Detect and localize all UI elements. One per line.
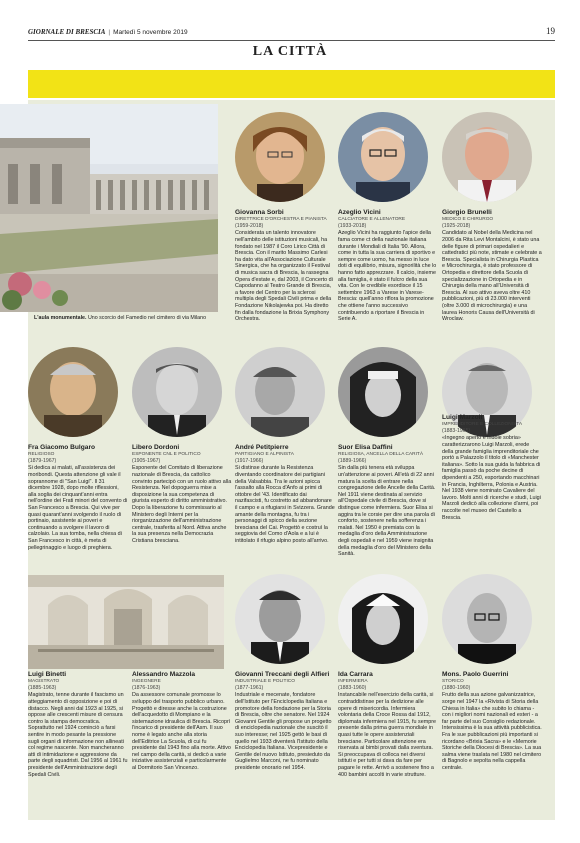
- entry-giacomo-bulgaro: [28, 444, 128, 551]
- entry-role: DIRETTRICE D'ORCHESTRA E PIANISTA: [235, 217, 327, 222]
- entry-giovanna-sorbi: [235, 209, 335, 323]
- entry-years: (1925-2018): [442, 222, 471, 229]
- entry-years: (1933-2018): [338, 222, 367, 229]
- entry-ida-carrara: [338, 671, 438, 778]
- entry-years: (1889-1966): [338, 457, 367, 464]
- caption-text: Uno scorcio del Famedio nel cimitero di via Milano: [87, 315, 207, 321]
- portrait-azeglio-vicini: [338, 112, 428, 202]
- entry-name: Libero Dordoni: [132, 444, 180, 451]
- entry-name: Giorgio Brunelli: [442, 209, 492, 216]
- entry-name: Giovanna Sorbi: [235, 209, 284, 216]
- famedio-interior-photo: [28, 575, 224, 669]
- portrait-giovanna-sorbi: [235, 112, 325, 202]
- entry-name: Fra Giacomo Bulgaro: [28, 444, 96, 451]
- yellow-banner: [28, 70, 555, 98]
- entry-role: MEDICO E CHIRURGO: [442, 217, 494, 222]
- entry-name: Suor Elisa Daffini: [338, 444, 393, 451]
- entry-alessandro-mazzola: [132, 671, 232, 772]
- entry-years: (1876-1963): [132, 684, 161, 691]
- entry-name: Ida Carrara: [338, 671, 373, 678]
- entry-role: ESPONENTE CNL E POLITICO: [132, 452, 201, 457]
- entry-elisa-daffini: [338, 444, 438, 558]
- header-separator: |: [108, 29, 111, 36]
- entry-years: (1879-1967): [28, 457, 57, 464]
- entry-bio: Da assessore comunale promosse lo sviluppo del trasporto pubblico urbano. Progettò e diresse anche la costruzione dell'acquedotto di Mompiano e la sistemazione idraulica di Brescia. Ricoprì l'incarico di presidente dell'Asm. Il suo nome è legato anche alla storia dell'Editrice La Scuola, di cui fu presidente dal 1943 fino alla morte. Attivo nel campo della carità, si dedicò a varie iniziative assistenziali e particolarmente al Dormitorio San Vincenzo.: [132, 692, 231, 771]
- entry-role: CALCIATORE E ALLENATORE: [338, 217, 406, 222]
- entry-years: (1877-1961): [235, 684, 264, 691]
- portrait-giovanni-treccani: [235, 574, 325, 664]
- entry-role: INDUSTRIALE E POLITICO: [235, 679, 295, 684]
- entry-years: (1917-1966): [235, 457, 264, 464]
- portrait-libero-dordoni: [132, 347, 222, 437]
- entry-bio: Esponente del Comitato di liberazione nazionale di Brescia, da cattolico convinto partecipò con un ruolo attivo alla Resistenza. Nel dopoguerra mise a disposizione la sua competenza di giurista esperto di diritto amministrativo. Dopo la liberazione fu commissario al Ministero degli Interni per la riorganizzazione dell'amministrazione centrale, trasferita al Nord. Attiva anche la sua presenza nella Democrazia Cristiana bresciana.: [132, 465, 232, 544]
- entry-role: RELIGIOSO: [28, 452, 55, 457]
- entry-years: (1885-1963): [28, 684, 57, 691]
- entry-luigi-binetti: [28, 671, 128, 778]
- photo-caption: [34, 315, 224, 321]
- entry-role: INGEGNERE: [132, 679, 161, 684]
- portrait-elisa-daffini: [338, 347, 428, 437]
- portrait-giorgio-brunelli: [442, 112, 532, 202]
- entry-years: (1905-1967): [132, 457, 161, 464]
- entry-years: (1880-1960): [442, 684, 471, 691]
- entry-role: IMPRENDITORE E COLLEZIONISTA: [442, 422, 523, 427]
- entry-bio: Considerata un talento innovatore nell'ambito delle istituzioni musicali, ha fondato nel 1987 il Coro Lirico Città di Brescia. Con il marito Massimo Carlesi ha dato vita all'Associazione Culturale Sinergica, che ha organizzato il Festival di musica sacra di Brescia, la rassegna Opera d'estate e, dal 2003, il Concerto di Capodanno al Teatro Grande di Brescia, a favore del Centro per la sclerosi multipla degli Spedali Civili prima e della Fondazione Nikolajewka poi. Ha diretto fin dalla fondazione la Brixia Symphony Orchestra.: [235, 230, 333, 323]
- entry-bio: Si dedica ai malati, all'assistenza dei moribondi. Questa attenzione gli vale il soprannome di "San Luigi". Il 31 dicembre 1928, dopo molte riflessioni, alla soglia dei cinquant'anni entra nell'ordine dei Frati minori del convento di San Francesco a Brescia. Qui vive per quasi quarant'anni svolgendo il ruolo di portinaio, assistente ai poveri e continuando a svolgere il lavoro di calzolaio. La sua tomba, nella chiesa di San Francesco in città, è meta di pellegrinaggio e luogo di preghiera.: [28, 465, 128, 551]
- portrait-giacomo-bulgaro: [28, 347, 118, 437]
- entry-role: RELIGIOSA, ANCELLA DELLA CARITÀ: [338, 452, 424, 457]
- entry-bio: Instancabile nell'esercizio della carità, si contraddistinse per la dedizione alle opere di misericordia. Infermiera volontaria della Croce Rossa dal 1912, diplomata infermiera nel 1915, fu sempre presente dalla prima guerra mondiale in quasi tutte le opere assistenziali bresciane. Particolare attenzione era riservata ai bimbi provati dalla sventura. Si preoccupava di colloca nei diversi istituti e per tutti si dava da fare per pagare le rette. Arrivò a sostenere fino a 400 bambini accolti in varie strutture.: [338, 692, 436, 778]
- caption-bold: L'aula monumentale.: [34, 315, 87, 321]
- header-rule: [28, 40, 555, 41]
- entry-role: INFERMIERA: [338, 679, 368, 684]
- entry-name: André Petitpierre: [235, 444, 289, 451]
- entry-paolo-guerrini: [442, 671, 542, 772]
- entry-role: PARTIGIANO E ALPINISTA: [235, 452, 294, 457]
- entry-name: Azeglio Vicini: [338, 209, 381, 216]
- entry-andre-petitpierre: [235, 444, 335, 545]
- section-title: LA CITTÀ: [252, 44, 328, 59]
- entry-bio: Frutto della sua azione galvanizzatrice, sorge nel 1947 la «Rivista di Storia della Chiesa in Italia» che subito lo chiama - con i migliori nomi nazionali ed esteri - a far parte del suo Consiglio redazionale. Intensissima è la sua attività pubblicistica. Fra le sue pubblicazioni più importanti si ricordano «Brixia Sacra» e le «Memorie Storiche della Diocesi di Brescia». La sua salma viene traslata nel 1980 nel cimitero di Bagnolo e sepolta nella cappella centrale.: [442, 692, 542, 771]
- entry-name: Luigi Marzoli: [442, 414, 483, 421]
- portrait-paolo-guerrini: [442, 574, 532, 664]
- entry-bio: «Ingegno aperto e indole sobria» caratterizzarono Luigi Marzoli, erede della grande famiglia imprenditoriale che portò a Palazzolo il titolo di «Manchester italiana». Sotto la sua guida la fabbrica di famiglia passò da poche decine di dipendenti a 250, esportando macchinari in Francia, Inghilterra, Polonia e Austria. Nel 1938 viene nominato Cavaliere del lavoro. Molti anni di ricerche e studi, Luigi Marzoli dedicò alla collezione d'armi, poi raccolte nel museo del Castello a Brescia.: [442, 435, 541, 521]
- entry-years: (1959-2018): [235, 222, 264, 229]
- issue-date: Martedì 5 novembre 2019: [113, 29, 188, 36]
- entry-years: (1883-1965): [442, 427, 471, 434]
- entry-bio: Si distinse durante la Resistenza diventando coordinatore dei partigiani della Valsabbia. Tra le azioni spicca l'assalto alla Rocca d'Anfo ai primi di ottobre del '43. Identificato dai nazifascisti, fu costretto ad abbandonare il campo e a rifugiarsi in Svizzera. Grande amante della montagna, fu tra i personaggi di spicco della sezione bresciana del Cai. Progettò e costruì la seggiovia del Como d'Aola e a lui è intitolato il rifugio alpino posto all'arrivo.: [235, 465, 335, 544]
- entry-libero-dordoni: [132, 444, 232, 545]
- entry-azeglio-vicini: [338, 209, 438, 323]
- entry-name: Giovanni Treccani degli Alfieri: [235, 671, 330, 678]
- entry-luigi-marzoli: [442, 414, 542, 521]
- page-header: [28, 28, 555, 40]
- entry-role: STORICO: [442, 679, 464, 684]
- entry-role: MAGISTRATO: [28, 679, 60, 684]
- portrait-andre-petitpierre: [235, 347, 325, 437]
- portrait-ida-carrara: [338, 574, 428, 664]
- entry-bio: Azeglio Vicini ha raggiunto l'apice della fama come ct della nazionale italiana durante i Mondiali di Italia '90. Allora, come in tutta la sua carriera di sportivo e sempre come uomo, ha messo in luce doti di equilibrio, misura, signorilità che lo hanno fatto apprezzare. Il calcio, insieme alla famiglia, è stato il fulcro della sua vita. Con le credibile esordisce il 15 settembre 1963 a Varese in Varese-Brescia: quell'anno riflora la promozione che ottiene l'anno successivo contribuendo a riportare il Brescia in Serie A.: [338, 230, 437, 323]
- entry-name: Alessandro Mazzola: [132, 671, 196, 678]
- entry-bio: Industriale e mecenate, fondatore dell'Istituto per l'Enciclopedia Italiana e promotore della fondazione per la Storia di Brescia, oltre che senatore. Nel 1924 Giovanni Gentile gli propose un progetto di enciclopedia nazionale che suscitò il suo interesse; nel 1925 gettò le basi di quello nel 1933 diventerà l'Istituto della Enciclopedia Italiana. Vicepresidente e Gentile del nuovo Istituto, presieduto da Guglielmo Marconi, ne fu nominato presidente onorario nel 1954.: [235, 692, 332, 771]
- entry-years: (1883-1960): [338, 684, 367, 691]
- famedio-photo: [0, 104, 218, 312]
- newspaper-name: GIORNALE DI BRESCIA: [28, 28, 106, 36]
- entry-bio: Sin dalla più tenera età sviluppa un'attenzione ai poveri. All'età di 22 anni matura la scelta di entrare nella congregazione delle Ancelle della Carità. Nel 1911 viene destinata al servizio all'Ospedale civile di Brescia, dove si distingue come infermiera. Suor Elisa si aggira tra le corsie per dire una parola di conforto, sostenere nella sofferenza i malati. Nel 1950 è premiata con la medaglia d'oro della Amministrazione degli ospedali e nel 1959 viene insignita della medaglia d'oro del Ministero della Sanità.: [338, 465, 436, 558]
- entry-bio: Magistrato, tenne durante il fascismo un atteggiamento di opposizione e poi di distacco. Negli anni dal 1923 al 1925, si oppose alle crescenti misure di censura contro la stampa democratica. Soprattutto nel 1924 cominciò a farsi sentire in modo pesante la pressione sugli organi di informazione non allineati col regime nascente. Non mancheranno atti di intimidazione e aggressione da parte degli squadristi. Dal 1956 al 1961 fu presidente dell'Amministrazione degli Spedali Civili.: [28, 692, 128, 778]
- entry-giorgio-brunelli: [442, 209, 542, 323]
- entry-giovanni-treccani: [235, 671, 335, 772]
- page-number: 19: [546, 26, 555, 36]
- entry-name: Luigi Binetti: [28, 671, 67, 678]
- entry-bio: Candidato al Nobel della Medicina nel 2006 da Rita Levi Montalcini, è stato una delle figure di primari ospedalieri e cattedratici più note, stimate e celebrate a Brescia. Specialista in Chirurgia Plastica e Microchirurgia, è stato professore di Ortopedia e direttore della Scuola di specializzazione in Ortopedia e in Chirurgia della mano all'Università di Brescia. Al suo attivo aveva oltre 410 pubblicazioni, più di 23.000 interventi (oltre 3.000 di microchirurgia) e una laurea Honoris Causa dell'Università di Wroclaw.: [442, 230, 542, 323]
- entry-name: Mons. Paolo Guerrini: [442, 671, 509, 678]
